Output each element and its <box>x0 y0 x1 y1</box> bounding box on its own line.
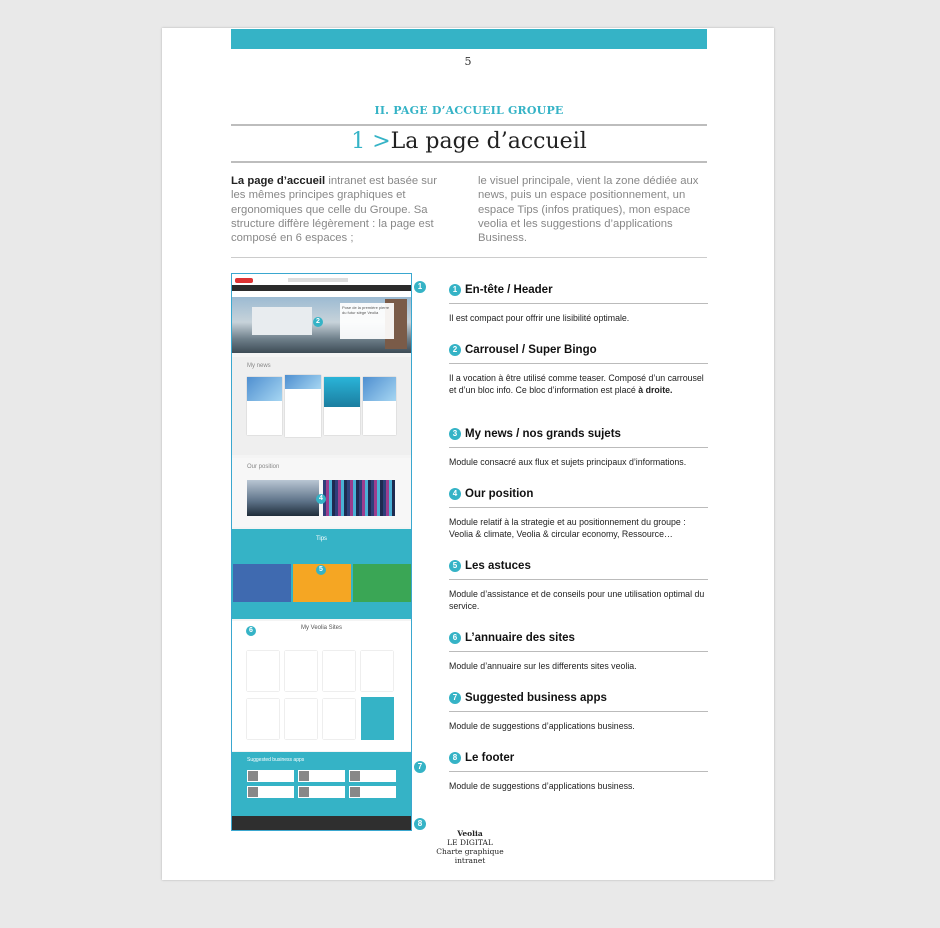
position-image-1 <box>247 480 319 516</box>
document-page <box>162 28 774 880</box>
item-news <box>449 427 708 468</box>
item-carousel <box>449 343 708 396</box>
title-rule-bottom <box>231 161 707 163</box>
site-card <box>247 699 279 739</box>
mockup-footer <box>232 816 411 830</box>
tip-card <box>353 564 411 602</box>
mockup-position <box>232 458 411 527</box>
item-title: My news / nos grands sujets <box>465 428 621 440</box>
item-desc: Module de suggestions d’applications business. <box>449 781 635 791</box>
item-position <box>449 487 708 540</box>
item-title: Our position <box>465 488 534 500</box>
item-number: 3 <box>449 428 461 440</box>
document-footer <box>420 829 520 865</box>
app-tile <box>298 786 345 798</box>
news-label: My news <box>247 363 271 369</box>
item-number: 6 <box>449 632 461 644</box>
homepage-mockup <box>231 273 412 831</box>
badge-2: 2 <box>313 317 323 327</box>
site-card <box>247 651 279 691</box>
marker-1: 1 <box>414 281 426 293</box>
sites-label: My Veolia Sites <box>300 625 343 631</box>
item-number: 1 <box>449 284 461 296</box>
veolia-logo <box>235 278 253 283</box>
news-card <box>247 377 282 435</box>
mockup-news <box>232 357 411 455</box>
intro-col1-text: intranet est basée sur les mêmes principes graphiques et ergonomiques que celle du Groupe. Sa structure diffère légèrement : la page est composé en 6 espaces ; <box>231 175 437 245</box>
site-card <box>285 651 317 691</box>
footer-line-2: Charte graphique intranet <box>436 847 504 865</box>
item-footer <box>449 751 708 792</box>
item-desc: Module consacré aux flux et sujets principaux d’informations. <box>449 457 687 467</box>
intro-lead: La page d’accueil <box>231 175 326 187</box>
item-desc: Module relatif à la strategie et au positionnement du groupe : Veolia & climate, Veolia & circular economy, Ressource… <box>449 517 686 539</box>
news-card <box>324 377 360 435</box>
mockup-search-bar <box>288 278 348 282</box>
intro-rule <box>231 257 707 258</box>
marker-7: 7 <box>414 761 426 773</box>
page-title <box>231 129 707 154</box>
item-title: En-tête / Header <box>465 284 553 296</box>
mockup-carousel <box>232 297 411 353</box>
intro-column-2: le visuel principale, vient la zone dédiée aux news, puis un espace positionnement, un espace Tips (infos pratiques), mon espace veolia et les suggestions d’applications Business. <box>478 175 699 245</box>
item-number: 2 <box>449 344 461 356</box>
app-tile <box>247 770 294 782</box>
badge-5: 5 <box>316 565 326 575</box>
item-desc: Il est compact pour offrir une lisibilité optimale. <box>449 313 630 323</box>
title-text: La page d’accueil <box>390 129 587 154</box>
mockup-nav-bar <box>232 285 411 291</box>
mockup-business-apps <box>232 752 411 816</box>
title-rule-top <box>231 124 707 126</box>
app-tile <box>349 770 396 782</box>
item-title: Le footer <box>465 752 515 764</box>
item-desc: Module de suggestions d’applications business. <box>449 721 635 731</box>
item-title: L’annuaire des sites <box>465 632 575 644</box>
mockup-sites <box>232 621 411 751</box>
tip-card <box>233 564 291 602</box>
item-desc-text: Il a vocation à être utilisé comme teaser. Composé d’un carrousel et d’un bloc info. Ce bloc d’information est placé <box>449 373 704 395</box>
mockup-header <box>232 274 411 297</box>
item-sites <box>449 631 708 672</box>
footer-line-1: LE DIGITAL <box>447 838 493 847</box>
marker-8: 8 <box>414 818 426 830</box>
app-tile <box>349 786 396 798</box>
title-number: 1 > <box>351 129 391 154</box>
item-title: Les astuces <box>465 560 531 572</box>
item-title: Carrousel / Super Bingo <box>465 344 597 356</box>
item-tips <box>449 559 708 612</box>
mockup-tips <box>232 529 411 619</box>
item-number: 8 <box>449 752 461 764</box>
badge-4: 4 <box>316 494 326 504</box>
page-number: 5 <box>464 55 472 68</box>
building-image <box>252 307 312 335</box>
item-number: 7 <box>449 692 461 704</box>
intro-column-1 <box>231 174 446 245</box>
badge-6: 6 <box>246 626 256 636</box>
item-number: 5 <box>449 560 461 572</box>
all-sites-tile <box>361 697 394 740</box>
item-apps <box>449 691 708 732</box>
carousel-info-box: Pose de la première pierre du futur siège Veolia <box>340 303 394 339</box>
position-label: Our position <box>247 464 280 470</box>
top-color-band <box>231 29 707 49</box>
news-card <box>285 375 321 437</box>
site-card <box>285 699 317 739</box>
item-desc-bold: à droite. <box>635 385 673 395</box>
position-image-2 <box>323 480 395 516</box>
apps-label: Suggested business apps <box>247 757 305 763</box>
footer-brand: Veolia <box>457 829 483 838</box>
site-card <box>361 651 393 691</box>
news-card <box>363 377 396 435</box>
app-tile <box>298 770 345 782</box>
item-desc <box>449 372 708 396</box>
section-heading: II. PAGE D’ACCUEIL GROUPE <box>374 104 564 117</box>
site-card <box>323 699 355 739</box>
site-card <box>323 651 355 691</box>
item-desc: Module d’annuaire sur les differents sites veolia. <box>449 661 637 671</box>
item-number: 4 <box>449 488 461 500</box>
app-tile <box>247 786 294 798</box>
item-title: Suggested business apps <box>465 692 607 704</box>
item-header <box>449 283 708 324</box>
tips-label: Tips <box>315 536 328 542</box>
item-desc: Module d’assistance et de conseils pour une utilisation optimal du service. <box>449 589 705 611</box>
